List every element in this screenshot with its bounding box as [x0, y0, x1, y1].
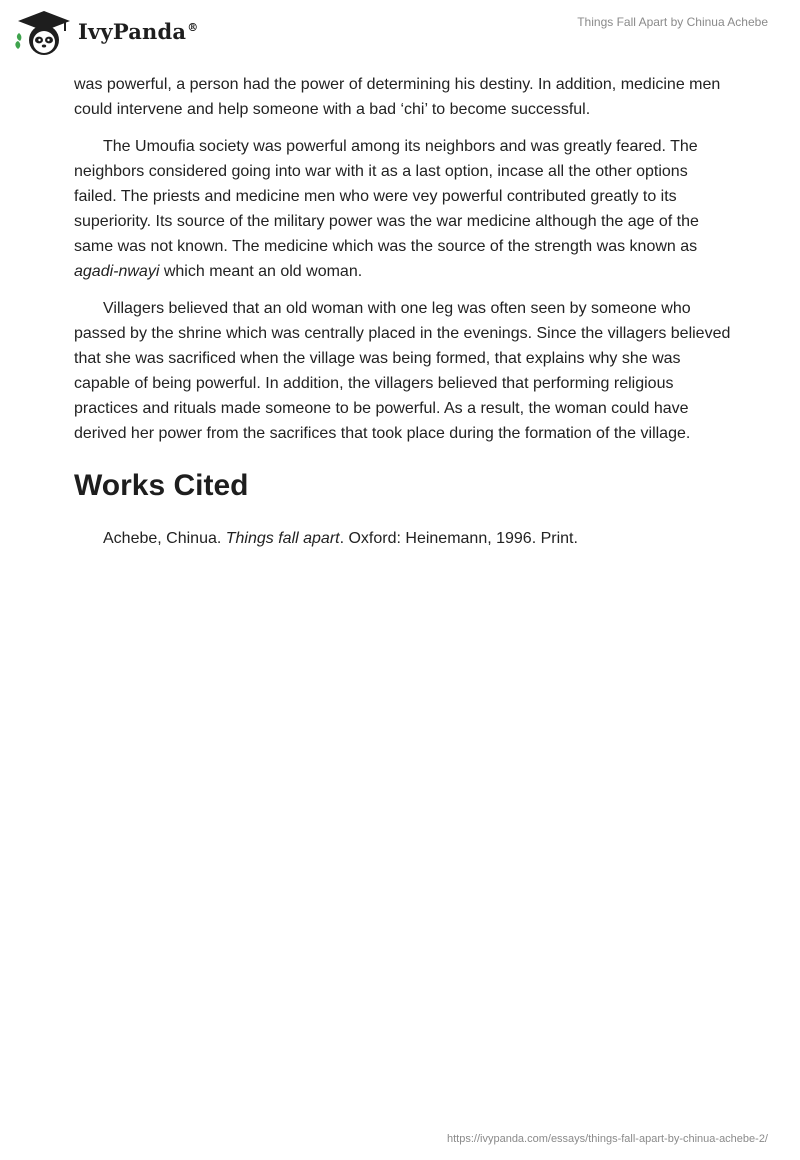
- page-header: [0, 0, 800, 64]
- ivypanda-logo[interactable]: [14, 9, 214, 57]
- paragraph-text: The Umoufia society was powerful among its neighbors and was greatly feared. The neighbors considered going into war with it as a last option, incase all the other options failed. The priests and medicine men who were vey powerful contributed greatly to its superiority. Its source of the military power was the war medicine although the age of the same was not known. The medicine which was the source of the strength was known as: [74, 138, 699, 255]
- paragraph-text-end: which meant an old woman.: [159, 263, 363, 280]
- brand-name: [78, 19, 198, 44]
- citation-entry: [74, 526, 734, 551]
- citation-title: Things fall apart: [225, 530, 340, 547]
- registered-mark: ®: [187, 21, 199, 34]
- running-title: Things Fall Apart by Chinua Achebe: [577, 15, 768, 29]
- source-url[interactable]: https://ivypanda.com/essays/things-fall-apart-by-chinua-achebe-2/: [447, 1133, 768, 1145]
- citation-author: Achebe, Chinua.: [103, 530, 226, 547]
- essay-content: [74, 72, 734, 563]
- citation-publisher: . Oxford: Heinemann, 1996. Print.: [339, 530, 578, 547]
- paragraph-umoufia: [74, 134, 734, 284]
- italic-term: agadi-nwayi: [74, 263, 160, 280]
- works-cited-heading: Works Cited: [74, 469, 249, 502]
- panda-graduate-icon: [14, 9, 74, 57]
- paragraph-villagers: Villagers believed that an old woman with one leg was often seen by someone who passed by the shrine which was centrally placed in the evenings. Since the villagers believed that she was sacrificed when the village was being formed, that explains why she was capable of being powerful. In addition, the villagers believed that performing religious practices and rituals made someone to be powerful. As a result, the woman could have derived her power from the sacrifices that took place during the formation of the village.: [74, 300, 731, 442]
- paragraph-continued: was powerful, a person had the power of determining his destiny. In addition, medicine men could intervene and help someone with a bad ‘chi’ to become successful.: [74, 76, 721, 118]
- brand-text: IvyPanda: [78, 19, 187, 44]
